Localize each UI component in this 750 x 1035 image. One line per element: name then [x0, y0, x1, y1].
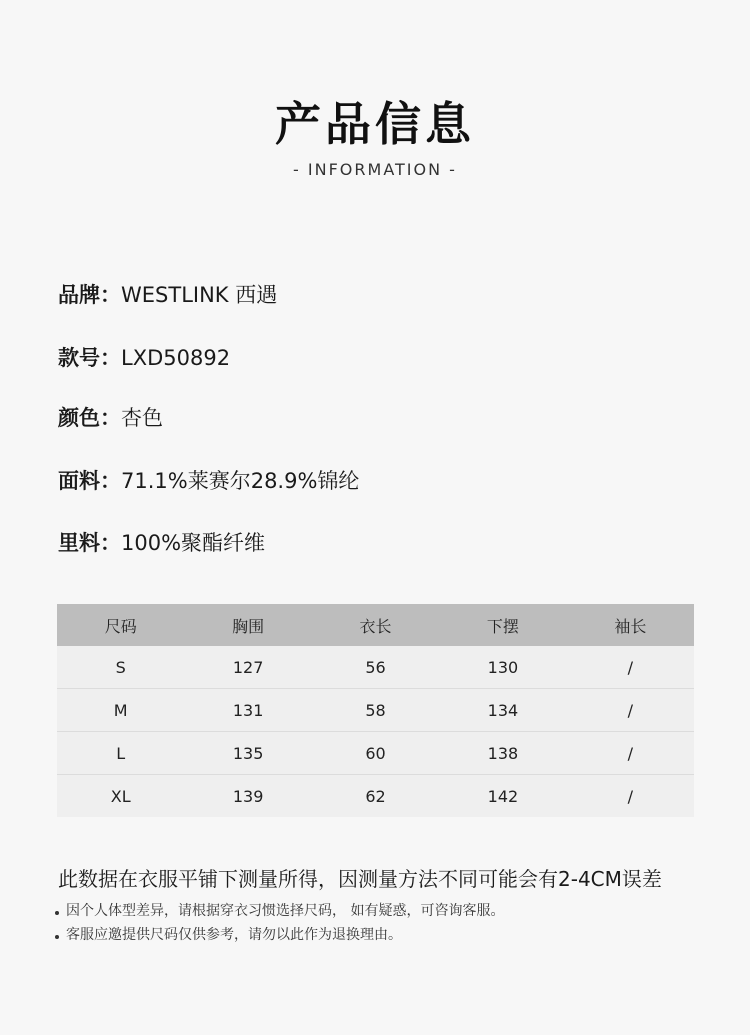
table-cell: /: [627, 743, 634, 763]
table-cell: 60: [365, 743, 386, 763]
table-cell: 56: [365, 657, 386, 677]
page-title: 产品信息: [275, 97, 475, 151]
table-cell: XL: [110, 786, 131, 806]
size-table-header: [57, 604, 694, 646]
info-brand: [58, 279, 277, 309]
info-value: 杏色: [121, 406, 163, 430]
info-label: 里料：: [58, 531, 121, 555]
info-value: WESTLINK 西遇: [121, 283, 278, 307]
bullet-icon: [55, 935, 59, 939]
table-cell: /: [627, 700, 634, 720]
table-cell: /: [627, 786, 634, 806]
table-cell: 134: [487, 700, 519, 720]
table-cell: 139: [232, 786, 264, 806]
header-cell: 尺码: [104, 616, 137, 636]
header-cell: 袖长: [614, 616, 647, 636]
info-label: 颜色：: [58, 406, 121, 430]
table-row: [57, 731, 694, 774]
note-item: [55, 924, 402, 944]
table-row: [57, 646, 694, 688]
info-value: 71.1%莱赛尔28.9%锦纶: [121, 469, 360, 493]
note-text: 客服应邀提供尺码仅供参考，请勿以此作为退换理由。: [66, 927, 402, 943]
note-text: 因个人体型差异，请根据穿衣习惯选择尺码， 如有疑惑，可咨询客服。: [66, 903, 505, 919]
table-row: [57, 774, 694, 817]
table-row: [57, 688, 694, 731]
table-cell: 142: [487, 786, 519, 806]
table-cell: M: [113, 700, 128, 720]
size-table: [57, 604, 694, 817]
table-cell: 131: [232, 700, 264, 720]
info-label: 款号：: [58, 346, 121, 370]
table-cell: 135: [232, 743, 264, 763]
table-cell: 58: [365, 700, 386, 720]
table-cell: 138: [487, 743, 519, 763]
bullet-icon: [55, 911, 59, 915]
table-cell: 62: [365, 786, 386, 806]
note-item: [55, 900, 504, 920]
info-fabric: [58, 465, 359, 495]
measurement-note: 此数据在衣服平铺下测量所得，因测量方法不同可能会有2-4CM误差: [58, 867, 662, 891]
info-style-number: [58, 342, 230, 372]
info-label: 品牌：: [58, 283, 121, 307]
header-cell: 胸围: [232, 616, 265, 636]
info-label: 面料：: [58, 469, 121, 493]
page-subtitle: - INFORMATION -: [293, 160, 457, 179]
info-value: 100%聚酯纤维: [121, 531, 266, 555]
table-cell: L: [116, 743, 126, 763]
table-cell: 130: [487, 657, 519, 677]
table-cell: /: [627, 657, 634, 677]
info-color: [58, 402, 163, 432]
table-cell: 127: [232, 657, 264, 677]
header-cell: 下摆: [486, 616, 519, 636]
info-lining: [58, 527, 265, 557]
header-cell: 衣长: [359, 616, 392, 636]
info-value: LXD50892: [121, 346, 231, 370]
table-cell: S: [115, 657, 126, 677]
